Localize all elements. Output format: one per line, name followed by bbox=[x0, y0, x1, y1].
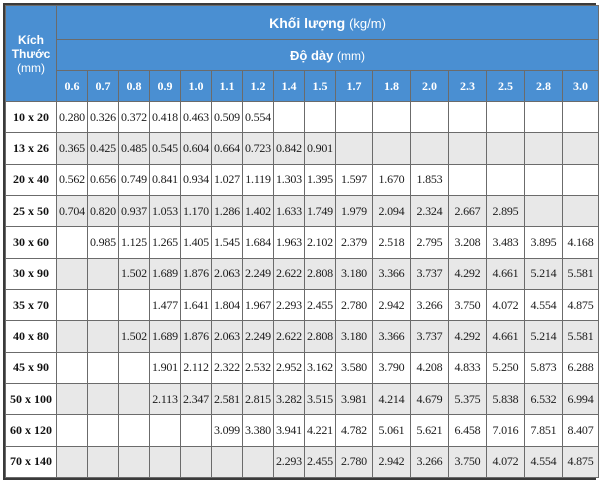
weight-value-cell bbox=[373, 133, 411, 164]
table-row bbox=[6, 164, 599, 195]
weight-value-cell: 5.581 bbox=[563, 321, 599, 352]
thickness-header-cell: 1.8 bbox=[373, 71, 411, 102]
weight-value-cell bbox=[57, 446, 88, 477]
weight-value-cell: 1.689 bbox=[150, 258, 181, 289]
thickness-header-cell: 0.7 bbox=[88, 71, 119, 102]
weight-value-cell: 0.425 bbox=[88, 133, 119, 164]
weight-value-cell: 5.838 bbox=[487, 383, 525, 414]
weight-value-cell: 3.895 bbox=[525, 227, 563, 258]
weight-value-cell: 0.664 bbox=[212, 133, 243, 164]
weight-value-cell: 2.667 bbox=[449, 195, 487, 226]
size-cell: 45 x 90 bbox=[6, 352, 57, 383]
weight-value-cell: 0.749 bbox=[119, 164, 150, 195]
weight-value-cell: 3.737 bbox=[411, 258, 449, 289]
weight-value-cell bbox=[525, 133, 563, 164]
weight-value-cell: 1.119 bbox=[243, 164, 274, 195]
weight-value-cell bbox=[181, 415, 212, 446]
weight-value-cell: 0.901 bbox=[305, 133, 336, 164]
weight-value-cell bbox=[57, 321, 88, 352]
weight-value-cell: 1.265 bbox=[150, 227, 181, 258]
weight-value-cell bbox=[449, 133, 487, 164]
weight-value-cell: 0.463 bbox=[181, 102, 212, 133]
weight-value-cell: 1.901 bbox=[150, 352, 181, 383]
weight-value-cell: 3.162 bbox=[305, 352, 336, 383]
weight-value-cell bbox=[411, 133, 449, 164]
thickness-header-unit: (mm) bbox=[337, 48, 365, 63]
weight-value-cell: 3.515 bbox=[305, 383, 336, 414]
weight-value-cell bbox=[563, 164, 599, 195]
weight-value-cell: 2.102 bbox=[305, 227, 336, 258]
table-row bbox=[6, 102, 599, 133]
thickness-header-cell: 2.0 bbox=[411, 71, 449, 102]
weight-value-cell: 0.934 bbox=[181, 164, 212, 195]
weight-value-cell bbox=[57, 289, 88, 320]
thickness-header-cell: 2.5 bbox=[487, 71, 525, 102]
weight-value-cell: 2.324 bbox=[411, 195, 449, 226]
weight-value-cell bbox=[57, 227, 88, 258]
weight-value-cell: 2.455 bbox=[305, 446, 336, 477]
table-row bbox=[6, 289, 599, 320]
weight-value-cell: 7.851 bbox=[525, 415, 563, 446]
weight-value-cell: 5.621 bbox=[411, 415, 449, 446]
weight-value-cell: 2.293 bbox=[274, 289, 305, 320]
weight-value-cell: 4.072 bbox=[487, 289, 525, 320]
weight-value-cell bbox=[563, 195, 599, 226]
weight-value-cell bbox=[88, 258, 119, 289]
weight-value-cell bbox=[119, 383, 150, 414]
weight-value-cell bbox=[449, 164, 487, 195]
thickness-header-cell: 3.0 bbox=[563, 71, 599, 102]
weight-value-cell: 0.554 bbox=[243, 102, 274, 133]
thickness-header-cell: 1.5 bbox=[305, 71, 336, 102]
weight-value-cell: 4.782 bbox=[336, 415, 373, 446]
weight-value-cell: 2.322 bbox=[212, 352, 243, 383]
weight-value-cell: 7.016 bbox=[487, 415, 525, 446]
weight-value-cell: 3.580 bbox=[336, 352, 373, 383]
weight-value-cell bbox=[487, 164, 525, 195]
weight-value-cell bbox=[150, 415, 181, 446]
weight-value-cell: 1.502 bbox=[119, 258, 150, 289]
weight-value-cell: 3.208 bbox=[449, 227, 487, 258]
weight-value-cell bbox=[119, 289, 150, 320]
weight-value-cell: 5.061 bbox=[373, 415, 411, 446]
size-cell: 35 x 70 bbox=[6, 289, 57, 320]
weight-header-title: Khối lượng bbox=[269, 14, 346, 31]
weight-value-cell: 1.853 bbox=[411, 164, 449, 195]
weight-value-cell: 3.941 bbox=[274, 415, 305, 446]
table-row bbox=[6, 383, 599, 414]
weight-value-cell: 2.808 bbox=[305, 258, 336, 289]
weight-value-cell: 3.366 bbox=[373, 321, 411, 352]
weight-value-cell: 6.994 bbox=[563, 383, 599, 414]
weight-value-cell: 4.221 bbox=[305, 415, 336, 446]
weight-value-cell: 2.347 bbox=[181, 383, 212, 414]
weight-value-cell bbox=[487, 133, 525, 164]
weight-value-cell bbox=[274, 102, 305, 133]
weight-value-cell bbox=[57, 415, 88, 446]
table-row bbox=[6, 446, 599, 477]
weight-value-cell: 3.282 bbox=[274, 383, 305, 414]
weight-value-cell: 2.795 bbox=[411, 227, 449, 258]
weight-value-cell: 2.895 bbox=[487, 195, 525, 226]
steel-weight-table bbox=[5, 5, 599, 478]
thickness-header-cell: 1.1 bbox=[212, 71, 243, 102]
weight-value-cell: 6.288 bbox=[563, 352, 599, 383]
weight-value-cell: 5.214 bbox=[525, 321, 563, 352]
weight-value-cell: 1.804 bbox=[212, 289, 243, 320]
weight-value-cell bbox=[57, 352, 88, 383]
weight-value-cell bbox=[212, 446, 243, 477]
weight-value-cell: 1.170 bbox=[181, 195, 212, 226]
steel-weight-table-container bbox=[3, 3, 596, 480]
weight-value-cell: 3.737 bbox=[411, 321, 449, 352]
weight-value-cell: 4.292 bbox=[449, 321, 487, 352]
weight-value-cell: 1.641 bbox=[181, 289, 212, 320]
weight-value-cell: 2.249 bbox=[243, 258, 274, 289]
weight-value-cell bbox=[563, 102, 599, 133]
weight-value-cell: 4.833 bbox=[449, 352, 487, 383]
weight-value-cell bbox=[525, 102, 563, 133]
weight-value-cell bbox=[88, 321, 119, 352]
weight-value-cell: 5.375 bbox=[449, 383, 487, 414]
weight-value-cell: 2.094 bbox=[373, 195, 411, 226]
table-row bbox=[6, 352, 599, 383]
weight-value-cell: 2.815 bbox=[243, 383, 274, 414]
weight-value-cell bbox=[88, 383, 119, 414]
size-cell: 60 x 120 bbox=[6, 415, 57, 446]
weight-value-cell bbox=[119, 446, 150, 477]
size-cell: 40 x 80 bbox=[6, 321, 57, 352]
weight-value-cell bbox=[243, 446, 274, 477]
weight-value-cell: 3.180 bbox=[336, 258, 373, 289]
weight-value-cell bbox=[305, 102, 336, 133]
weight-value-cell: 2.113 bbox=[150, 383, 181, 414]
size-header-unit: (mm) bbox=[17, 60, 45, 75]
weight-value-cell: 4.554 bbox=[525, 446, 563, 477]
weight-value-cell: 0.280 bbox=[57, 102, 88, 133]
thickness-header-cell: 1.7 bbox=[336, 71, 373, 102]
weight-value-cell: 2.942 bbox=[373, 446, 411, 477]
weight-value-cell bbox=[373, 102, 411, 133]
weight-value-cell: 1.125 bbox=[119, 227, 150, 258]
weight-value-cell: 1.477 bbox=[150, 289, 181, 320]
weight-value-cell: 4.208 bbox=[411, 352, 449, 383]
weight-header-unit: (kg/m) bbox=[349, 15, 386, 31]
weight-value-cell: 0.545 bbox=[150, 133, 181, 164]
thickness-header-cell: 1.2 bbox=[243, 71, 274, 102]
table-body bbox=[6, 102, 599, 478]
weight-value-cell: 0.937 bbox=[119, 195, 150, 226]
weight-value-cell bbox=[119, 352, 150, 383]
weight-value-cell: 5.214 bbox=[525, 258, 563, 289]
weight-value-cell: 4.661 bbox=[487, 321, 525, 352]
weight-value-cell: 4.214 bbox=[373, 383, 411, 414]
thickness-header-cell: 0.9 bbox=[150, 71, 181, 102]
weight-value-cell: 1.979 bbox=[336, 195, 373, 226]
thickness-header-cell: 1.4 bbox=[274, 71, 305, 102]
weight-value-cell: 5.581 bbox=[563, 258, 599, 289]
weight-value-cell: 4.661 bbox=[487, 258, 525, 289]
thickness-header-title: Độ dày bbox=[290, 47, 334, 63]
weight-value-cell: 1.545 bbox=[212, 227, 243, 258]
weight-value-cell: 1.670 bbox=[373, 164, 411, 195]
weight-value-cell: 0.723 bbox=[243, 133, 274, 164]
weight-value-cell bbox=[525, 164, 563, 195]
weight-value-cell: 0.485 bbox=[119, 133, 150, 164]
weight-value-cell bbox=[88, 415, 119, 446]
weight-value-cell bbox=[487, 102, 525, 133]
weight-value-cell bbox=[563, 133, 599, 164]
weight-value-cell: 1.633 bbox=[274, 195, 305, 226]
weight-value-cell: 4.292 bbox=[449, 258, 487, 289]
thickness-header-cell: 2.3 bbox=[449, 71, 487, 102]
weight-value-cell bbox=[88, 446, 119, 477]
weight-value-cell bbox=[525, 195, 563, 226]
weight-value-cell: 5.250 bbox=[487, 352, 525, 383]
weight-value-cell: 0.372 bbox=[119, 102, 150, 133]
weight-value-cell: 0.985 bbox=[88, 227, 119, 258]
size-cell: 13 x 26 bbox=[6, 133, 57, 164]
weight-value-cell: 1.597 bbox=[336, 164, 373, 195]
weight-value-cell: 4.168 bbox=[563, 227, 599, 258]
weight-value-cell: 1.967 bbox=[243, 289, 274, 320]
weight-value-cell: 2.780 bbox=[336, 446, 373, 477]
weight-value-cell: 3.266 bbox=[411, 446, 449, 477]
weight-value-cell: 2.063 bbox=[212, 321, 243, 352]
weight-value-cell bbox=[336, 102, 373, 133]
weight-value-cell: 2.808 bbox=[305, 321, 336, 352]
weight-value-cell: 2.518 bbox=[373, 227, 411, 258]
weight-value-cell: 1.286 bbox=[212, 195, 243, 226]
weight-value-cell: 1.027 bbox=[212, 164, 243, 195]
table-row bbox=[6, 195, 599, 226]
weight-value-cell: 3.099 bbox=[212, 415, 243, 446]
weight-value-cell: 2.455 bbox=[305, 289, 336, 320]
weight-value-cell bbox=[57, 258, 88, 289]
weight-value-cell: 4.875 bbox=[563, 289, 599, 320]
thickness-header-cell: 2.8 bbox=[525, 71, 563, 102]
weight-value-cell: 4.679 bbox=[411, 383, 449, 414]
weight-value-cell bbox=[88, 289, 119, 320]
weight-value-cell: 2.379 bbox=[336, 227, 373, 258]
weight-value-cell: 4.554 bbox=[525, 289, 563, 320]
size-cell: 10 x 20 bbox=[6, 102, 57, 133]
weight-value-cell bbox=[449, 102, 487, 133]
weight-value-cell bbox=[411, 102, 449, 133]
weight-value-cell: 3.790 bbox=[373, 352, 411, 383]
size-cell: 50 x 100 bbox=[6, 383, 57, 414]
weight-value-cell: 0.704 bbox=[57, 195, 88, 226]
table-row bbox=[6, 415, 599, 446]
weight-value-cell: 1.395 bbox=[305, 164, 336, 195]
weight-value-cell: 1.749 bbox=[305, 195, 336, 226]
size-header-line1: Kích bbox=[17, 32, 44, 47]
weight-value-cell: 1.684 bbox=[243, 227, 274, 258]
weight-value-cell: 3.750 bbox=[449, 289, 487, 320]
weight-value-cell: 2.622 bbox=[274, 258, 305, 289]
weight-value-cell: 2.063 bbox=[212, 258, 243, 289]
table-row bbox=[6, 133, 599, 164]
weight-value-cell: 2.622 bbox=[274, 321, 305, 352]
weight-value-cell: 0.841 bbox=[150, 164, 181, 195]
weight-value-cell: 0.820 bbox=[88, 195, 119, 226]
weight-value-cell: 3.266 bbox=[411, 289, 449, 320]
thickness-values-row bbox=[6, 71, 599, 102]
thickness-header-cell: 0.6 bbox=[57, 71, 88, 102]
weight-value-cell: 6.458 bbox=[449, 415, 487, 446]
weight-value-cell: 2.532 bbox=[243, 352, 274, 383]
weight-value-cell: 1.876 bbox=[181, 321, 212, 352]
weight-value-cell bbox=[150, 446, 181, 477]
size-cell: 20 x 40 bbox=[6, 164, 57, 195]
weight-value-cell bbox=[88, 352, 119, 383]
size-cell: 25 x 50 bbox=[6, 195, 57, 226]
weight-value-cell: 4.072 bbox=[487, 446, 525, 477]
weight-value-cell: 0.562 bbox=[57, 164, 88, 195]
weight-value-cell: 2.952 bbox=[274, 352, 305, 383]
weight-value-cell: 5.873 bbox=[525, 352, 563, 383]
size-cell: 30 x 90 bbox=[6, 258, 57, 289]
weight-value-cell: 4.875 bbox=[563, 446, 599, 477]
weight-value-cell: 2.293 bbox=[274, 446, 305, 477]
weight-value-cell: 0.604 bbox=[181, 133, 212, 164]
weight-value-cell: 0.365 bbox=[57, 133, 88, 164]
weight-value-cell: 1.405 bbox=[181, 227, 212, 258]
weight-value-cell: 1.876 bbox=[181, 258, 212, 289]
size-cell: 30 x 60 bbox=[6, 227, 57, 258]
weight-value-cell: 2.780 bbox=[336, 289, 373, 320]
weight-value-cell: 3.750 bbox=[449, 446, 487, 477]
weight-value-cell: 0.656 bbox=[88, 164, 119, 195]
weight-value-cell bbox=[57, 383, 88, 414]
size-header-line2: Thước bbox=[11, 46, 51, 61]
weight-value-cell: 3.380 bbox=[243, 415, 274, 446]
weight-value-cell: 0.842 bbox=[274, 133, 305, 164]
weight-value-cell: 3.981 bbox=[336, 383, 373, 414]
weight-value-cell: 1.963 bbox=[274, 227, 305, 258]
weight-value-cell: 2.112 bbox=[181, 352, 212, 383]
weight-value-cell: 3.366 bbox=[373, 258, 411, 289]
weight-value-cell: 2.249 bbox=[243, 321, 274, 352]
weight-value-cell bbox=[336, 133, 373, 164]
weight-value-cell: 2.942 bbox=[373, 289, 411, 320]
weight-value-cell: 0.326 bbox=[88, 102, 119, 133]
weight-value-cell: 1.053 bbox=[150, 195, 181, 226]
weight-value-cell: 6.532 bbox=[525, 383, 563, 414]
weight-value-cell bbox=[119, 415, 150, 446]
weight-value-cell: 3.180 bbox=[336, 321, 373, 352]
weight-value-cell: 8.407 bbox=[563, 415, 599, 446]
weight-value-cell: 1.303 bbox=[274, 164, 305, 195]
table-row bbox=[6, 227, 599, 258]
weight-value-cell: 0.509 bbox=[212, 102, 243, 133]
thickness-header bbox=[57, 40, 599, 71]
weight-header bbox=[57, 6, 599, 40]
size-cell: 70 x 140 bbox=[6, 446, 57, 477]
thickness-header-cell: 0.8 bbox=[119, 71, 150, 102]
weight-value-cell: 1.689 bbox=[150, 321, 181, 352]
weight-value-cell: 1.402 bbox=[243, 195, 274, 226]
weight-value-cell: 0.418 bbox=[150, 102, 181, 133]
table-row bbox=[6, 258, 599, 289]
thickness-header-cell: 1.0 bbox=[181, 71, 212, 102]
table-row bbox=[6, 321, 599, 352]
weight-value-cell: 2.581 bbox=[212, 383, 243, 414]
weight-value-cell: 1.502 bbox=[119, 321, 150, 352]
weight-value-cell bbox=[181, 446, 212, 477]
size-column-header bbox=[6, 6, 57, 102]
weight-value-cell: 3.483 bbox=[487, 227, 525, 258]
